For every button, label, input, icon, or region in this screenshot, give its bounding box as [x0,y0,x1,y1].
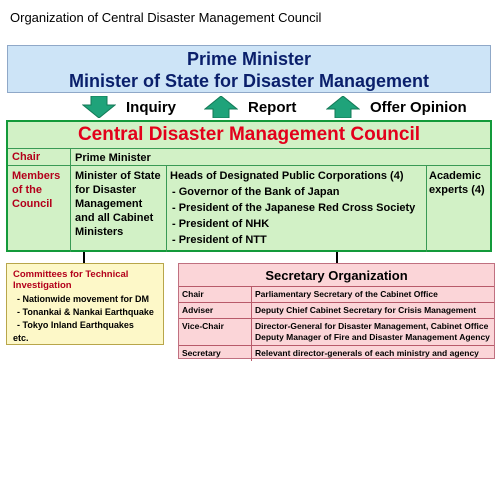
chair-label: Chair [12,151,41,163]
arrow-up-icon [204,96,238,118]
connector-line [336,252,338,263]
minister-disaster-label: Minister of State for Disaster Management [68,71,430,91]
table-row [179,346,494,362]
secretary-title: Secretary Organization [265,268,408,283]
corporations-heading: Heads of Designated Public Corporations (4) [170,170,404,182]
desc-line: Director-General for Disaster Management, Cabinet Office [255,321,489,331]
committees-box [6,263,164,345]
desc-cell: Deputy Chief Cabinet Secretary for Crisis Management [252,303,495,319]
committees-title: Committees for Technical Investigation [13,269,129,291]
list-item: - President of NTT [172,234,267,246]
connector-line [83,252,85,263]
inquiry-flow [82,96,176,118]
council-box [6,120,492,252]
table-row [179,303,494,319]
divider [8,148,490,149]
arrow-down-icon [82,96,116,118]
desc-cell [252,319,495,346]
divider [166,165,167,252]
list-item: - President of the Japanese Red Cross Society [172,202,416,214]
desc-cell: Relevant director-generals of each ministry and agency [252,346,495,362]
list-item: etc. [13,333,29,343]
ministers-cell: Minister of State for Disaster Management and all Cabinet Ministers [75,170,161,238]
report-flow [204,96,296,118]
role-cell: Chair [179,287,252,303]
desc-line: Deputy Manager of Fire and Disaster Management Agency [255,332,490,342]
divider [426,165,427,252]
academic-cell: Academic experts (4) [429,170,485,196]
table-row [179,319,494,346]
role-cell: Secretary [179,346,252,362]
offer-opinion-flow [326,96,467,118]
council-title: Central Disaster Management Council [77,124,421,145]
table-row [179,287,494,303]
list-item: - President of NHK [172,218,270,230]
page-title: Organization of Central Disaster Management Council [10,10,322,25]
divider [8,165,490,166]
members-label: Members of the Council [12,170,61,210]
desc-cell: Parliamentary Secretary of the Cabinet Office [252,287,495,303]
divider [70,148,71,252]
role-cell: Adviser [179,303,252,319]
arrow-up-icon [326,96,360,118]
role-cell: Vice-Chair [179,319,252,346]
prime-minister-box [7,45,491,93]
chair-value: Prime Minister [75,152,151,164]
list-item: - Nationwide movement for DM [17,294,150,304]
corporations-list [172,184,415,248]
secretary-box [178,263,495,359]
list-item: - Governor of the Bank of Japan [172,186,340,198]
flow-arrows [0,96,500,118]
committees-list [13,293,159,345]
offer-opinion-label: Offer Opinion [370,98,467,116]
report-label: Report [248,98,297,116]
prime-minister-label: Prime Minister [186,49,312,69]
inquiry-label: Inquiry [126,98,177,116]
list-item: - Tonankai & Nankai Earthquake [17,307,154,317]
secretary-table [179,286,494,361]
list-item: - Tokyo Inland Earthquakes [17,320,134,330]
